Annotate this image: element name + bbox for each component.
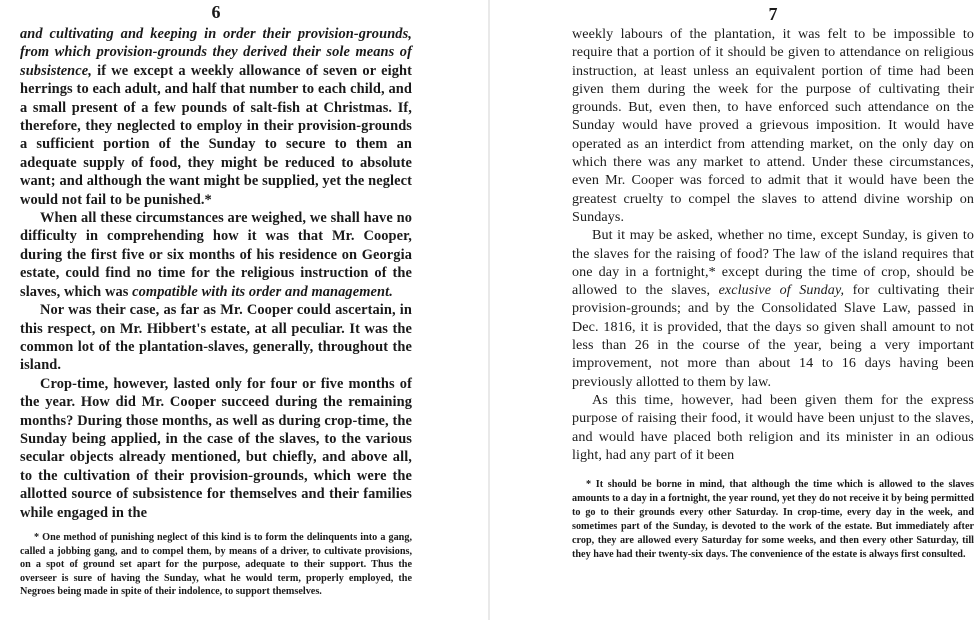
text-span: if we except a weekly allowance of seven or eight herrings to each adult, and half that number to each child, and a small present of a few pounds of salt-fish at Christmas. If, therefore, they neglected to employ in their provision-grounds a sufficient portion of the Sunday to secure to them an adequate supply of food, they might be reduced to absolute want; and although the want might be supplied, yet the neglect would not fail to be punished.* [20, 62, 412, 208]
text-span: As this time, however, had been given them for the express purpose of raising their food, it would have been unjust to the slaves, and would have placed both religion and its minister in an odious light, had any part of it been [572, 391, 974, 463]
text-span: When all these circumstances are weighed, we shall have no difficulty in comprehending how it was that Mr. Cooper, during the first five or six months of his residence on Georgia estate, could find no time for the religious instruction of the slaves, which was [20, 210, 412, 300]
footnote [20, 531, 412, 599]
paragraph [20, 301, 412, 375]
text-span: But it may be asked, whether no time, except Sunday, is given to the slaves for the raising of food? The law of the island requires that one day in a fortnight,* except during the time of crop, should be allowed to the slaves, [572, 227, 974, 299]
page-number: 6 [211, 2, 221, 22]
footnote-text: * One method of punishing neglect of this kind is to form the delinquents into a gang, called a jobbing gang, and to compel them, by means of a driver, to cultivate provisions, on a spot of ground set apart for the purpose, adequate to their support. Thus the overseer is sure of having the Sunday, what he would term, properly employed, the Negroes being made in spite of their indolence, to support themselves. [20, 531, 412, 598]
right-body [572, 25, 974, 464]
text-span: weekly labours of the plantation, it was felt to be impossible to require that a portion of it should be given to attendance on religious instruction, at least unless an equivalent portion of time had been given them during the week for the purpose of cultivating their grounds. But, even then, to have enforced such attendance on the Sunday would have proved a grievous imposition. It would have operated as an interdict from attending market, on the only day on which there was any market to attend. Under these circumstances, even Mr. Cooper was forced to admit that it would have been the greatest cruelty to compel the slaves to attend divine worship on Sundays. [572, 26, 974, 225]
text-span: and cultivating and keeping in order their provision-grounds, from which provision-grounds they derived their sole means of subsistence, [20, 26, 412, 79]
left-body [20, 25, 412, 522]
text-span: for cultivating their provision-grounds; and by the Consolidated Slave Law, passed in Dec. 1816, it is provided, that the days so given shall amount to not less than 26 in the course of the year, being a very important improvement, not more than about 14 to 16 days having been previously allotted to them by law. [572, 282, 975, 390]
paragraph [572, 391, 974, 464]
paragraph [572, 25, 974, 226]
text-span: exclusive of Sunday, [718, 282, 845, 299]
footnote [572, 478, 974, 561]
footnote-text: * It should be borne in mind, that although the time which is allowed to the slaves amounts to a day in a fortnight, the year round, yet they do not receive it by being permitted to go to their grounds every other Saturday. In crop-time, every day in the week, and sometimes part of the Sunday, is devoted to the work of the estate. But immediately after crop, they are allowed every Saturday for some weeks, and then every other Saturday, till they have had their twenty-six days. The convenience of the estate is always first consulted. [572, 479, 974, 560]
paragraph [572, 226, 974, 391]
text-span: compatible with its order and management. [132, 283, 393, 300]
paragraph [20, 209, 412, 301]
right-page [490, 0, 980, 620]
text-span: Crop-time, however, lasted only for four or five months of the year. How did Mr. Cooper succeed during the remaining months? During those months, as well as during crop-time, the Sunday being applied, in the case of the slaves, to the various secular objects already mentioned, but chiefly, and above all, to the cultivation of their provision-grounds, which were the allotted source of subsistence for themselves and their families while engaged in the [20, 375, 412, 521]
text-span: Nor was their case, as far as Mr. Cooper could ascertain, in this respect, on Mr. Hibbert's estate, at all peculiar. It was the common lot of the plantation-slaves, generally, throughout the island. [20, 302, 412, 374]
paragraph [20, 25, 412, 209]
paragraph [20, 375, 412, 522]
page-number: 7 [768, 4, 778, 24]
